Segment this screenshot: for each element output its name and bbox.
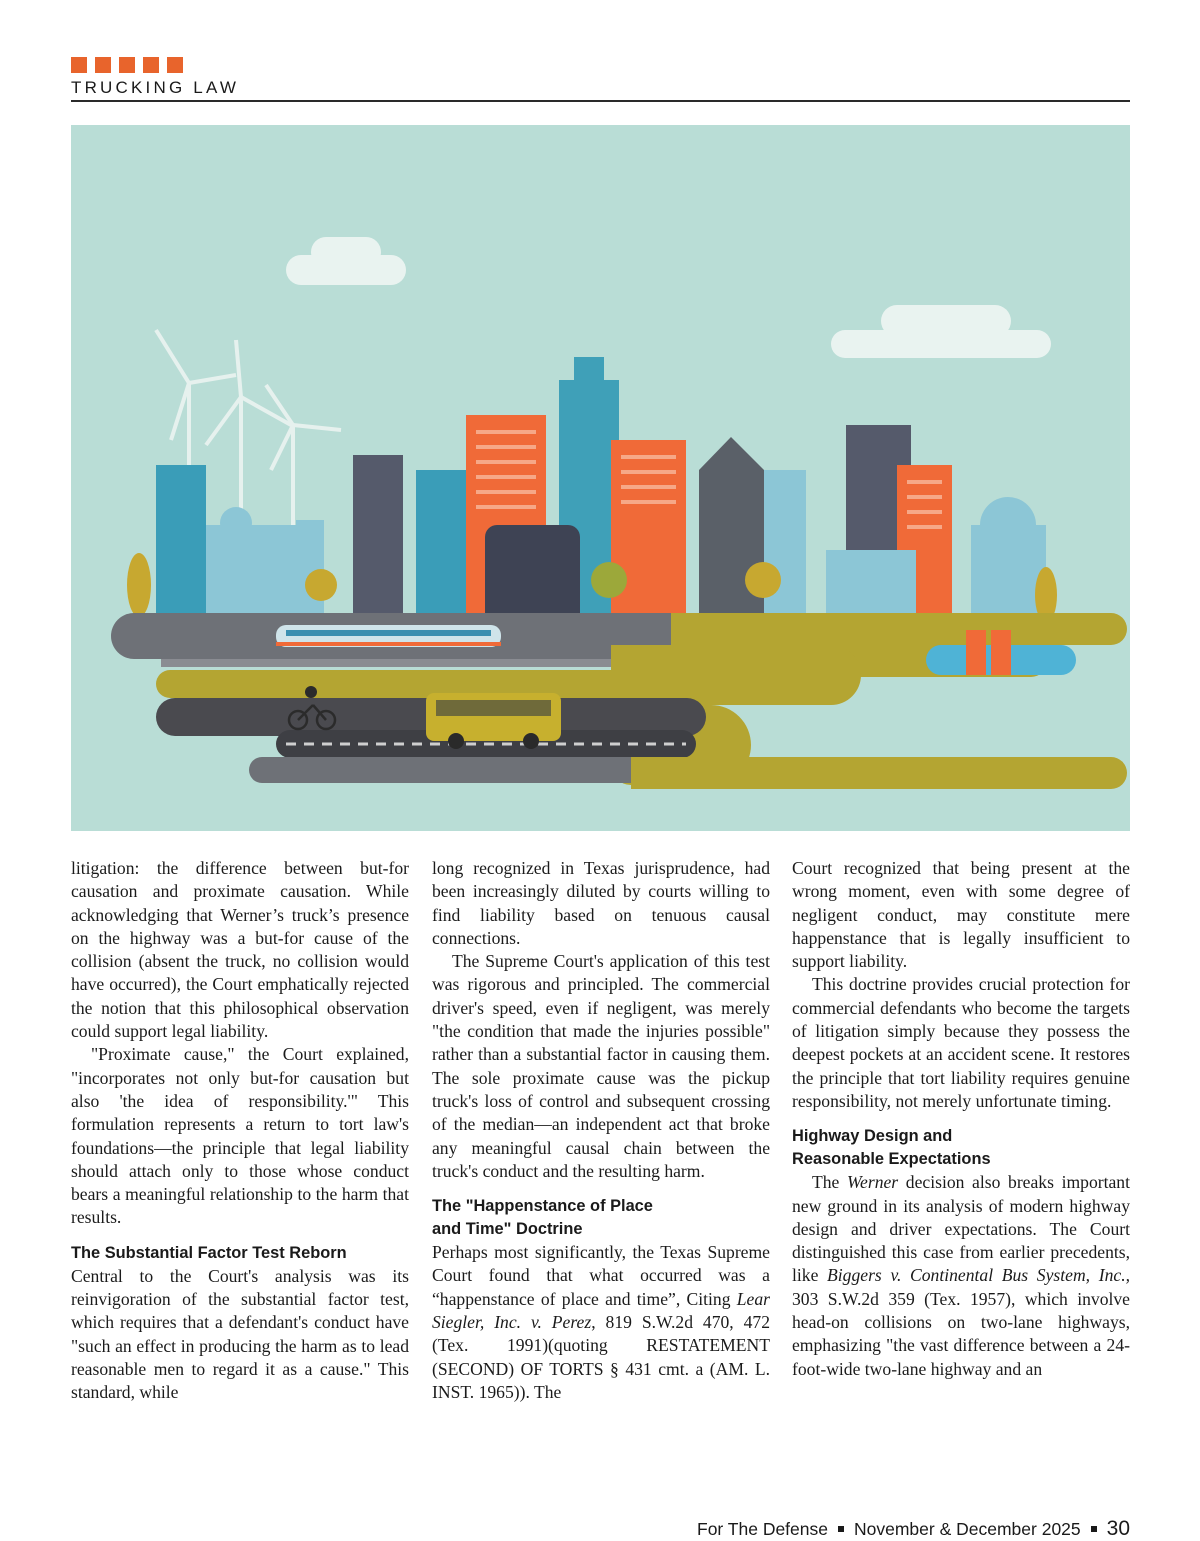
subheading	[792, 1125, 1130, 1171]
text-run: Perhaps most significantly, the Texas Supreme Court found that what occurred was a “happenstance of place and time”, Citing	[432, 1242, 770, 1309]
accent-square	[167, 57, 183, 73]
separator-bullet	[838, 1526, 844, 1532]
paragraph	[792, 1171, 1130, 1381]
section-label: TRUCKING LAW	[71, 78, 240, 97]
paragraph: "Proximate cause," the Court explained, "incorporates not only but-for causation but also 'the idea of responsibility.'" This formulation represents a return to tort law's foundations—the principle that legal liability should attach only to those whose conduct bears a meaningful relationship to the harm that results.	[71, 1044, 409, 1228]
text-run: 303 S.W.2d 359 (Tex. 1957), which involve head-on collisions on two-lane highways, emphasizing "the vast difference between a 24-foot-wide two-lane highway and an	[792, 1288, 1130, 1379]
article-column-2	[432, 857, 770, 1404]
subheading-line: Highway Design and	[792, 1127, 953, 1146]
accent-square	[71, 57, 87, 73]
city-skyline-illustration	[71, 125, 1130, 831]
building	[699, 470, 764, 630]
text-run: , 819 S.W.2d 470, 472 (Tex. 1991)(quoting RESTATEMENT (SECOND) OF TORTS § 431 cmt. a (AM. L. INST. 1965)). The	[432, 1312, 770, 1402]
article-column-3	[792, 857, 1130, 1381]
building	[416, 470, 466, 635]
clouds	[286, 237, 1051, 358]
page-footer	[697, 1517, 1130, 1541]
subheading: The Substantial Factor Test Reborn	[71, 1243, 347, 1262]
subheading-line: The "Happenstance of Place	[432, 1197, 653, 1216]
text-run: The	[812, 1172, 847, 1193]
building	[156, 465, 206, 625]
accent-square	[143, 57, 159, 73]
accent-square	[95, 57, 111, 73]
article-column-1	[71, 857, 409, 1405]
paragraph: long recognized in Texas jurisprudence, had been increasingly diluted by courts willing to find liability based on tenuous causal connections.	[432, 858, 770, 948]
paragraph: litigation: the difference between but-for causation and proximate causation. While acknowledging that Werner’s truck’s presence on the highway was a but-for cause of the collision (absent the truck, no collision would have occurred), the Court emphatically rejected the notion that this philosophical observation could support legal liability.	[71, 858, 409, 1042]
paragraph: Central to the Court's analysis was its reinvigoration of the substantial factor test, which requires that a defendant's conduct have "such an effect in producing the harm as to lead reasonable men to regard it as a cause." This standard, while	[71, 1265, 409, 1403]
issue-date: November & December 2025	[854, 1518, 1081, 1539]
subheading-line: Reasonable Expectations	[792, 1150, 991, 1169]
header-accent-squares	[71, 57, 183, 73]
hospital-building	[206, 525, 296, 625]
page-number: 30	[1106, 1517, 1130, 1540]
case-name: Werner	[847, 1172, 899, 1193]
text-run: decision also breaks important new ground in its analysis of modern highway design and driver expectations. The Court distinguished this case from earlier precedents, like	[792, 1172, 1130, 1286]
building	[764, 470, 806, 630]
paragraph	[432, 1241, 770, 1404]
paragraph: This doctrine provides crucial protection for commercial defendants who become the targets of litigation simply because they possess the deepest pockets at an accident scene. It restores the principle that tort liability requires genuine responsibility, not merely unfortunate timing.	[792, 974, 1130, 1111]
paragraph: The Supreme Court's application of this test was rigorous and principled. The commercial driver's speed, even if negligent, was merely "the condition that made the injuries possible" rather than a substantial factor in causing them. The sole proximate cause was the pickup truck's loss of control and subsequent crossing of the median—an independent act that broke any meaningful causal chain between the truck's conduct and the resulting harm.	[432, 951, 770, 1181]
building	[611, 440, 686, 630]
case-citation: Biggers v. Continental Bus System, Inc.,	[827, 1265, 1130, 1286]
separator-bullet	[1091, 1526, 1097, 1532]
paragraph: Court recognized that being present at the wrong moment, even with some degree of negligent conduct, may constitute mere happenstance that is legally insufficient to support liability.	[792, 858, 1130, 972]
publication-name: For The Defense	[697, 1518, 828, 1539]
accent-square	[119, 57, 135, 73]
header-rule	[71, 100, 1130, 102]
case-citation: Lear Siegler, Inc. v. Perez	[432, 1288, 770, 1333]
subheading	[432, 1195, 770, 1241]
building	[353, 455, 403, 635]
subheading-line: and Time" Doctrine	[432, 1220, 583, 1239]
